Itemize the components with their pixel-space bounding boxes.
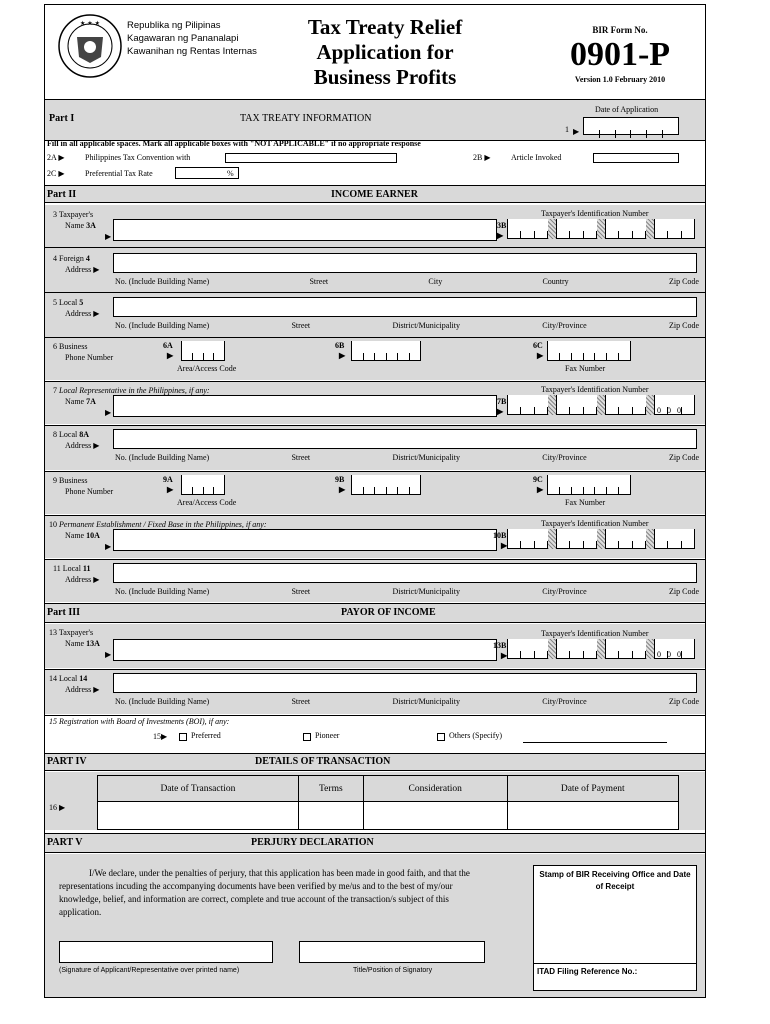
item-13-name-label: Name [65,639,85,648]
item-5-label: Local [59,298,78,307]
item-13-number: 13 [49,628,57,637]
form-title-line-2: Application for [316,40,454,64]
form-number: 0901-P [569,36,671,73]
part1-instructions: Fill in all applicable spaces. Mark all applicable boxes with "NOT APPLICABLE" if no appropriate response [47,139,421,148]
stamp-label: Stamp of BIR Receiving Office and Date of Receipt [539,870,691,891]
item-7-number: 7 [53,386,57,395]
pe-tin-input[interactable] [507,529,695,549]
arrow-icon: ▶ [105,408,112,417]
part2-heading: INCOME EARNER [331,189,418,200]
part1-label: Part I [49,113,75,124]
tax-treaty-form [44,4,706,998]
item-6-phone-label: Phone Number [65,353,114,362]
payor-address-input[interactable] [113,673,697,693]
percent-sign: % [227,169,234,178]
title-position-label: Title/Position of Signatory [353,967,433,974]
others-label: Others (Specify) [449,731,503,740]
item-10-name-label: Name [65,531,85,540]
item-16-number: 16 [49,803,57,812]
item-13a-number: 13A [86,639,100,648]
part5-heading: PERJURY DECLARATION [251,837,374,848]
others-specify-input[interactable] [523,739,667,743]
item-7b-number: 7B [497,397,507,406]
addr-sub-label-no: No. (Include Building Name) [115,587,210,596]
fax-label: Fax Number [565,364,606,373]
item-5-code: 5 [79,298,84,307]
item-8-address-label: Address [65,441,92,450]
arrow-icon: ▶ [59,803,66,812]
part5-label: PART V [47,837,83,848]
col-date-of-transaction: Date of Transaction [98,776,299,802]
tin-label: Taxpayer's Identification Number [541,385,649,394]
addr-sub-label-zip: Zip Code [669,697,699,706]
taxpayer-name-input[interactable] [113,219,497,241]
arrow-icon: ▶ [484,153,491,162]
item-8a-number: 8A [79,430,89,439]
local-rep-address-input[interactable] [113,429,697,449]
title-position-input[interactable] [299,941,485,963]
part4-heading: DETAILS OF TRANSACTION [255,756,391,767]
item-11-code: 11 [82,564,91,573]
addr-sub-label-zip: Zip Code [669,321,699,330]
item-2b-label: Article Invoked [511,153,562,162]
item-2b-number: 2B [473,153,483,162]
arrow-icon: ▶ [93,441,100,450]
area-code-label: Area/Access Code [177,364,237,373]
addr-sub-label-street: Street [291,321,311,330]
arrow-icon: ▶ [167,485,174,494]
bir-seal-logo [57,13,123,79]
item-2c-label: Preferential Tax Rate [85,169,153,178]
item-4-label: Foreign [59,254,84,263]
part3-label: Part III [47,607,81,618]
item-9b-number: 9B [335,475,345,484]
preferred-label: Preferred [191,731,221,740]
payor-name-input[interactable] [113,639,497,661]
addr-sub-label-zip: Zip Code [668,277,699,286]
arrow-icon: ▶ [58,153,65,162]
local-rep-name-input[interactable] [113,395,497,417]
addr-sub-label-street: Street [291,453,311,462]
arrow-icon: ▶ [339,351,346,360]
pioneer-label: Pioneer [315,731,340,740]
item-4-address-label: Address [65,265,92,274]
arrow-icon: ▶ [93,265,100,274]
local-rep-phone-input[interactable] [351,475,421,495]
item-9-number: 9 [53,476,57,485]
date-of-application-label: Date of Application [595,105,659,114]
arrow-icon: ▶ [497,407,504,416]
signature-label: (Signature of Applicant/Representative over printed name) [59,967,240,974]
business-phone-input[interactable] [351,341,421,361]
agency-line-1: Republika ng Pilipinas [127,20,221,31]
form-version: Version 1.0 February 2010 [574,75,666,84]
part1-heading: TAX TREATY INFORMATION [240,113,372,124]
others-checkbox[interactable] [437,733,445,741]
agency-line-2: Kagawaran ng Pananalapi [127,33,239,44]
local-rep-fax-input[interactable] [547,475,631,495]
addr-sub-label-district: District/Municipality [392,587,460,596]
tin-label: Taxpayer's Identification Number [541,519,649,528]
addr-sub-label-district: District/Municipality [392,697,460,706]
perjury-declaration-text: I/We declare, under the penalties of perjury, that this application has been made in good faith, and that the representations incuding the accompanying documents have been verified by me/us and to the best of my/our knowledge, belief, and information are correct, complete and true account of the transaction/s subject of this application. [59,868,470,917]
arrow-icon: ▶ [497,231,504,240]
arrow-icon: ▶ [105,542,112,551]
item-6-label: Business [59,342,88,351]
item-15-label: 15 Registration with Board of Investments (BOI), if any: [49,717,230,726]
item-7-label: Local Representative in the Philippines, if any: [59,386,210,395]
item-14-code: 14 [79,674,88,683]
addr-sub-label-district: District/Municipality [392,321,460,330]
item-10-number: 10 [49,520,57,529]
article-invoked-input[interactable] [593,153,679,163]
item-11-label: Local [62,564,81,573]
item-2a-number: 2A [47,153,57,162]
arrow-icon: ▶ [167,351,174,360]
addr-sub-label-zip: Zip Code [669,587,699,596]
date-of-transaction-input[interactable] [98,802,299,830]
form-title-line-1: Tax Treaty Relief [307,15,463,39]
addr-sub-label-no: No. (Include Building Name) [115,697,210,706]
svg-text:★ ★ ★: ★ ★ ★ [80,20,100,27]
tin-branch-code: 0 0 0 [657,406,683,415]
item-6c-number: 6C [533,341,543,350]
item-5-number: 5 [53,298,57,307]
item-9c-number: 9C [533,475,543,484]
foreign-address-input[interactable] [113,253,697,273]
arrow-icon: ▶ [161,732,168,741]
addr-sub-label-district: District/Municipality [392,453,460,462]
business-phone-area-input[interactable] [181,341,225,361]
item-5-address-label: Address [65,309,92,318]
arrow-icon: ▶ [105,650,112,659]
col-date-of-payment: Date of Payment [507,776,678,802]
arrow-icon: ▶ [93,575,100,584]
addr-sub-label-city: City/Province [542,587,587,596]
item-8-label: Local [59,430,78,439]
item-3a-number: 3A [86,221,96,230]
addr-sub-label-no: No. (Include Building Name) [115,277,210,286]
item-7-name-label: Name [65,397,85,406]
item-11-number: 11 [53,564,61,573]
arrow-icon: ▶ [573,127,580,136]
arrow-icon: ▶ [501,651,508,660]
signature-input[interactable] [59,941,273,963]
addr-sub-label-zip: Zip Code [669,453,699,462]
area-code-label: Area/Access Code [177,498,237,507]
item-10b-number: 10B [493,531,507,540]
col-terms: Terms [298,776,363,802]
terms-input[interactable] [298,802,363,830]
addr-sub-label-city: City/Province [542,321,587,330]
tax-convention-input[interactable] [225,153,397,163]
item-10-label: Permanent Establishment / Fixed Base in the Philippines, if any: [59,520,267,529]
date-of-payment-input[interactable] [507,802,678,830]
tin-branch-code: 0 0 0 [657,650,683,659]
item-2a-label: Philippines Tax Convention with [85,153,191,162]
part2-label: Part II [47,189,77,200]
item-4-number: 4 [53,254,57,263]
taxpayer-tin-input[interactable] [507,219,695,239]
item-9a-number: 9A [163,475,173,484]
item-9-label: Business [59,476,88,485]
addr-sub-label-street: Street [291,697,311,706]
arrow-icon: ▶ [58,169,65,178]
arrow-icon: ▶ [537,485,544,494]
item-6-number: 6 [53,342,57,351]
addr-sub-label-no: No. (Include Building Name) [115,321,210,330]
item-3-label: Taxpayer's [58,210,94,219]
form-number-label: BIR Form No. [592,25,648,35]
item-6b-number: 6B [335,341,345,350]
item-2c-number: 2C [47,169,57,178]
addr-sub-label-country: Country [542,277,569,286]
item-10a-number: 10A [86,531,100,540]
arrow-icon: ▶ [339,485,346,494]
arrow-icon: ▶ [105,232,112,241]
date-of-application-input[interactable] [583,117,679,135]
addr-sub-label-no: No. (Include Building Name) [115,453,210,462]
tin-label: Taxpayer's Identification Number [541,629,649,638]
addr-sub-label-street: Street [291,587,311,596]
consideration-input[interactable] [363,802,507,830]
fax-label: Fax Number [565,498,606,507]
item-13-label: Taxpayer's [58,628,94,637]
fax-number-input[interactable] [547,341,631,361]
agency-line-3: Kawanihan ng Rentas Internas [127,46,257,57]
pe-address-input[interactable] [113,563,697,583]
form-title-line-3: Business Profits [313,65,457,89]
addr-sub-label-street: Street [309,277,329,286]
item-14-address-label: Address [65,685,92,694]
item-3-number: 3 [53,210,57,219]
item-3-name-label: Name [65,221,85,230]
item-6a-number: 6A [163,341,173,350]
col-consideration: Consideration [363,776,507,802]
arrow-icon: ▶ [501,541,508,550]
item-11-address-label: Address [65,575,92,584]
item-8-number: 8 [53,430,57,439]
transaction-table [97,775,679,830]
item-7a-number: 7A [86,397,96,406]
part4-label: PART IV [47,756,87,767]
item-1-number: 1 [565,125,569,134]
part3-heading: PAYOR OF INCOME [341,607,436,618]
tin-label: Taxpayer's Identification Number [541,209,649,218]
itad-reference-label: ITAD Filing Reference No.: [537,967,638,976]
item-4-code: 4 [85,254,90,263]
arrow-icon: ▶ [93,309,100,318]
arrow-icon: ▶ [93,685,100,694]
item-9-phone-label: Phone Number [65,487,114,496]
arrow-icon: ▶ [537,351,544,360]
preferred-checkbox[interactable] [179,733,187,741]
item-15-number: 15 [153,732,161,741]
item-14-label: Local [59,674,78,683]
item-3b-number: 3B [497,221,507,230]
addr-sub-label-city: City/Province [542,453,587,462]
addr-sub-label-city: City/Province [542,697,587,706]
addr-sub-label-city: City [428,277,443,286]
pe-name-input[interactable] [113,529,497,551]
local-rep-phone-area-input[interactable] [181,475,225,495]
item-13b-number: 13B [493,641,507,650]
item-14-number: 14 [49,674,57,683]
local-address-input[interactable] [113,297,697,317]
pioneer-checkbox[interactable] [303,733,311,741]
